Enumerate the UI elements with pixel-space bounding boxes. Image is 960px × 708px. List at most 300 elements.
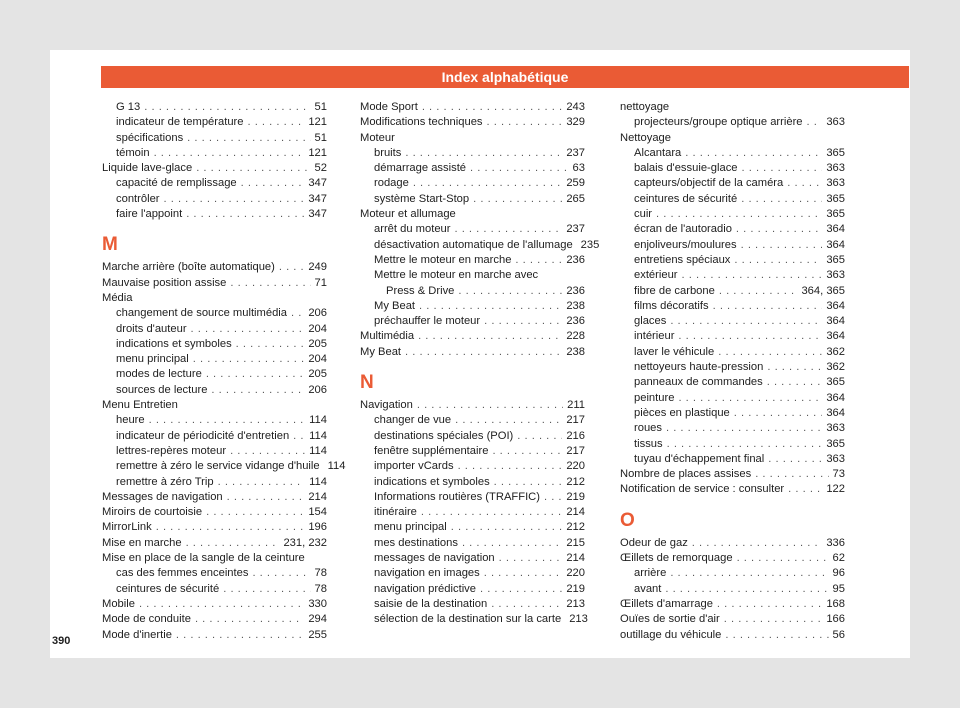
index-entry [102,100,327,115]
entry-page-ref: 238 [566,345,585,358]
index-entry [102,207,327,222]
entry-term: nettoyeurs haute-pression [634,361,764,374]
entry-page-ref: 211 [567,399,585,412]
entry-page-ref: 56 [832,628,845,641]
entry-term: Informations routières (TRAFFIC) [374,490,540,503]
entry-term: témoin [116,146,150,159]
index-entry [620,612,845,627]
entry-page-ref: 220 [566,567,585,580]
index-entry [360,207,585,222]
dot-leader [685,146,822,161]
entry-term: Média [102,291,133,304]
index-entry [620,597,845,612]
entry-page-ref: 51 [314,101,327,113]
index-title: Index alphabétique [441,69,569,85]
entry-page-ref: 217 [566,414,585,427]
entry-page-ref: 294 [308,613,327,626]
section-letter: O [620,509,635,531]
entry-term: films décoratifs [634,299,709,312]
entry-term: remettre à zéro Trip [116,475,214,488]
entry-page-ref: 71 [314,276,327,289]
index-entry [102,192,327,207]
entry-page-ref: 364 [826,330,845,343]
entry-term: fenêtre supplémentaire [374,444,489,457]
entry-term: Ouïes de sortie d'air [620,613,720,626]
index-entry [360,475,585,490]
entry-page-ref: 365 [826,208,845,221]
index-entry [620,345,845,360]
entry-page-ref: 214 [308,490,327,503]
entry-page-ref: 121 [308,116,327,129]
index-entry [620,482,845,497]
index-entry [360,284,585,299]
entry-term: changement de source multimédia [116,307,288,320]
entry-page-ref: 364, 365 [801,284,845,297]
entry-page-ref: 330 [308,597,327,610]
dot-leader [692,536,823,551]
dot-leader [230,276,310,291]
index-entry [102,367,327,382]
entry-term: changer de vue [374,414,452,427]
dot-leader [719,284,798,299]
entry-page-ref: 219 [566,582,585,595]
dot-leader [742,161,823,176]
entry-term: extérieur [634,269,678,282]
dot-leader [741,192,822,207]
entry-term: MirrorLink [102,521,152,534]
entry-page-ref: 363 [826,116,845,129]
dot-leader [670,314,822,329]
entry-term: Marche arrière (boîte automatique) [102,261,275,274]
index-entry [102,337,327,352]
entry-page-ref: 114 [309,444,327,457]
index-entry [360,253,585,268]
index-entry [620,314,845,329]
entry-page-ref: 122 [826,483,845,496]
entry-term: Mode Sport [360,101,418,113]
entry-term: capteurs/objectif de la caméra [634,177,784,190]
index-entry [620,253,845,268]
index-entry [620,222,845,237]
index-entry [102,398,327,413]
index-column-3 [620,100,845,643]
entry-term: Mode de conduite [102,613,191,626]
entry-page-ref: 213 [569,613,588,626]
dot-leader [196,161,310,176]
dot-leader [788,482,822,497]
index-entry [360,222,585,237]
dot-leader [227,490,305,505]
entry-term: balais d'essuie-glace [634,162,738,175]
dot-leader [236,337,305,352]
index-entry [620,582,845,597]
index-entry [620,131,845,146]
index-entry [620,207,845,222]
entry-term: désactivation automatique de l'allumage [374,238,573,251]
dot-leader [421,505,562,520]
dot-leader [494,475,563,490]
dot-leader [717,597,822,612]
entry-page-ref: 154 [308,506,327,519]
index-entry [620,115,845,130]
index-entry [360,505,585,520]
dot-leader [755,467,828,482]
entry-page-ref: 236 [566,284,585,297]
dot-leader [156,520,305,535]
dot-leader [713,299,823,314]
dot-leader [218,475,306,490]
index-entry [102,161,327,176]
entry-term: arrière [634,567,667,580]
dot-leader [164,192,305,207]
index-column-1 [102,100,346,643]
entry-page-ref: 216 [566,429,585,442]
index-header [101,66,909,88]
entry-term: heure [116,414,145,427]
index-entry [360,345,585,360]
index-entry [102,383,327,398]
index-entry [360,490,585,505]
dot-leader [417,398,563,413]
dot-leader [186,536,280,551]
entry-page-ref: 243 [566,101,585,113]
entry-term: indicateur de périodicité d'entretien [116,429,290,442]
index-entry [102,429,327,444]
index-entry [620,238,845,253]
index-entry [620,566,845,581]
dot-leader [455,413,562,428]
dot-leader [767,375,823,390]
entry-page-ref: 73 [832,468,845,481]
entry-page-ref: 365 [826,437,845,450]
entry-page-ref: 362 [826,361,845,374]
entry-term: cuir [634,208,653,221]
dot-leader [491,597,562,612]
index-entry [620,299,845,314]
entry-page-ref: 237 [566,223,585,236]
index-entry [360,238,600,253]
dot-leader [718,345,822,360]
entry-term: roues [634,422,662,435]
index-entry [360,115,585,130]
index-entry [620,284,845,299]
dot-leader [736,222,822,237]
index-entry [620,628,845,643]
dot-leader [206,367,305,382]
dot-leader [186,207,304,222]
index-entry [360,131,585,146]
index-entry [360,268,585,283]
index-entry [620,551,845,566]
dot-leader [515,253,562,268]
entry-page-ref: 215 [566,536,585,549]
entry-page-ref: 114 [309,429,327,442]
entry-page-ref: 121 [308,146,327,159]
entry-term: pièces en plastique [634,406,730,419]
entry-page-ref: 238 [566,299,585,312]
entry-page-ref: 336 [826,536,845,549]
index-entry [360,566,585,581]
entry-page-ref: 196 [308,521,327,534]
entry-page-ref: 265 [566,192,585,205]
entry-term: projecteurs/groupe optique arrière [634,116,803,129]
entry-page-ref: 212 [566,475,585,488]
dot-leader [682,268,823,283]
entry-page-ref: 363 [826,452,845,465]
entry-term: Mode d'inertie [102,628,172,641]
entry-term: Messages de navigation [102,490,223,503]
entry-page-ref: 347 [308,192,327,205]
entry-term: remettre à zéro le service vidange d'huile [116,460,320,473]
entry-page-ref: 363 [826,422,845,435]
index-entry [102,459,346,474]
entry-term: modes de lecture [116,368,202,381]
index-entry [360,100,585,115]
entry-term: contrôler [116,192,160,205]
section-letter: M [102,234,118,256]
index-entry [360,536,585,551]
index-entry [102,505,327,520]
entry-page-ref: 255 [308,628,327,641]
entry-page-ref: 114 [309,475,327,488]
dot-leader [807,115,823,130]
index-entry [360,444,585,459]
entry-page-ref: 62 [832,552,845,565]
index-entry [620,406,845,421]
index-entry [360,161,585,176]
dot-leader [741,238,823,253]
index-entry [102,551,327,566]
entry-term: My Beat [374,299,416,312]
dot-leader [176,628,304,643]
dot-leader [484,566,563,581]
entry-term: Mauvaise position assise [102,276,227,289]
entry-page-ref: 365 [826,253,845,266]
entry-term: panneaux de commandes [634,376,763,389]
entry-page-ref: 347 [308,177,327,190]
entry-term: Mobile [102,597,135,610]
entry-term: importer vCards [374,460,454,473]
entry-page-ref: 219 [566,490,585,503]
entry-term: nettoyage [620,101,670,113]
index-entry [620,268,845,283]
dot-leader [787,176,822,191]
entry-term: ceintures de sécurité [116,582,220,595]
entry-term: capacité de remplissage [116,177,237,190]
entry-term: sources de lecture [116,383,208,396]
entry-page-ref: 365 [826,192,845,205]
dot-leader [144,100,310,115]
index-entry [620,100,845,115]
entry-term: peinture [634,391,675,404]
entry-page-ref: 206 [308,383,327,396]
entry-term: lettres-repères moteur [116,444,227,457]
index-entry [360,299,585,314]
entry-term: tuyau d'échappement final [634,452,765,465]
entry-page-ref: 114 [327,460,346,473]
index-entry [102,115,327,130]
dot-leader [223,582,310,597]
dot-leader [230,444,305,459]
dot-leader [419,299,562,314]
entry-page-ref: 78 [314,567,327,580]
index-entry [102,612,327,627]
index-entry [360,413,585,428]
dot-leader [484,314,562,329]
entry-term: Menu Entretien [102,399,178,412]
dot-leader [252,566,310,581]
index-entry [360,329,585,344]
entry-term: Alcantara [634,146,682,159]
index-entry [620,437,845,452]
index-entry [102,306,327,321]
entry-term: Liquide lave-glace [102,162,193,175]
dot-leader [405,146,562,161]
index-entry [102,146,327,161]
index-entry [360,429,585,444]
entry-term: faire l'appoint [116,208,183,221]
entry-term: saisie de la destination [374,597,488,610]
dot-leader [291,306,304,321]
index-entry [360,551,585,566]
index-entry [620,391,845,406]
entry-term: démarrage assisté [374,162,467,175]
dot-leader [480,582,562,597]
dot-leader [517,429,562,444]
index-entry [102,566,327,581]
entry-term: indications et symboles [116,337,232,350]
index-entry [360,597,585,612]
entry-term: sélection de la destination sur la carte [374,613,562,626]
entry-term: enjoliveurs/moulures [634,238,737,251]
entry-page-ref: 96 [832,567,845,580]
entry-term: bruits [374,146,402,159]
entry-term: Multimédia [360,330,415,343]
dot-leader [191,322,305,337]
entry-term: itinéraire [374,506,417,519]
entry-term: cas des femmes enceintes [116,567,249,580]
dot-leader [734,253,822,268]
entry-term: G 13 [116,101,141,113]
entry-term: Notification de service : consulter [620,483,785,496]
index-entry [102,475,327,490]
index-entry [102,520,327,535]
index-entry [620,161,845,176]
dot-leader [725,628,828,643]
entry-page-ref: 364 [826,315,845,328]
entry-page-ref: 364 [826,299,845,312]
entry-term: menu principal [116,353,189,366]
entry-term: Œillets d'amarrage [620,597,713,610]
entry-page-ref: 236 [566,253,585,266]
entry-term: Nombre de places assises [620,468,752,481]
entry-page-ref: 78 [314,582,327,595]
dot-leader [724,612,823,627]
entry-term: indicateur de température [116,116,244,129]
dot-leader [149,413,306,428]
dot-leader [154,146,305,161]
entry-page-ref: 95 [832,582,845,595]
entry-page-ref: 228 [566,330,585,343]
entry-term: intérieur [634,330,675,343]
entry-page-ref: 204 [308,322,327,335]
dot-leader [458,459,563,474]
entry-page-ref: 168 [826,597,845,610]
entry-page-ref: 205 [308,337,327,350]
index-entry [102,536,327,551]
entry-page-ref: 217 [566,444,585,457]
index-entry [620,375,845,390]
index-entry [360,192,585,207]
dot-leader [454,222,562,237]
entry-term: My Beat [360,345,402,358]
entry-term: avant [634,582,662,595]
entry-page-ref: 363 [826,269,845,282]
entry-page-ref: 204 [308,353,327,366]
dot-leader [139,597,304,612]
dot-leader [499,551,563,566]
index-entry [102,131,327,146]
entry-term: entretiens spéciaux [634,253,731,266]
entry-term: glaces [634,315,667,328]
entry-page-ref: 205 [308,368,327,381]
entry-term: tissus [634,437,663,450]
index-entry [102,582,327,597]
entry-term: Mise en place de la sangle de la ceinture [102,552,305,565]
dot-leader [473,192,562,207]
entry-term: Mise en marche [102,536,182,549]
entry-page-ref: 220 [566,460,585,473]
dot-leader [666,421,822,436]
dot-leader [768,452,822,467]
entry-term: mes destinations [374,536,458,549]
entry-page-ref: 364 [826,406,845,419]
dot-leader [211,383,304,398]
dot-leader [487,115,563,130]
dot-leader [678,329,822,344]
index-entry [102,490,327,505]
entry-page-ref: 364 [826,391,845,404]
entry-term: messages de navigation [374,552,495,565]
index-entry [360,146,585,161]
entry-term: fibre de carbone [634,284,715,297]
entry-term: menu principal [374,521,447,534]
entry-term: droits d'auteur [116,322,187,335]
entry-page-ref: 364 [826,238,845,251]
entry-term: rodage [374,177,409,190]
entry-page-ref: 114 [309,414,327,427]
entry-page-ref: 259 [566,177,585,190]
entry-page-ref: 214 [566,506,585,519]
entry-page-ref: 365 [826,376,845,389]
entry-term: navigation prédictive [374,582,476,595]
entry-page-ref: 347 [308,208,327,221]
entry-page-ref: 212 [566,521,585,534]
dot-leader [293,429,305,444]
entry-term: Œillets de remorquage [620,552,733,565]
dot-leader [413,176,562,191]
index-entry [360,398,585,413]
dot-leader [241,176,305,191]
index-entry [102,291,327,306]
entry-term: Moteur et allumage [360,208,456,221]
index-entry [360,176,585,191]
index-entry [620,192,845,207]
dot-leader [656,207,822,222]
dot-leader [665,582,828,597]
entry-term: ceintures de sécurité [634,192,738,205]
entry-page-ref: 231, 232 [283,536,327,549]
